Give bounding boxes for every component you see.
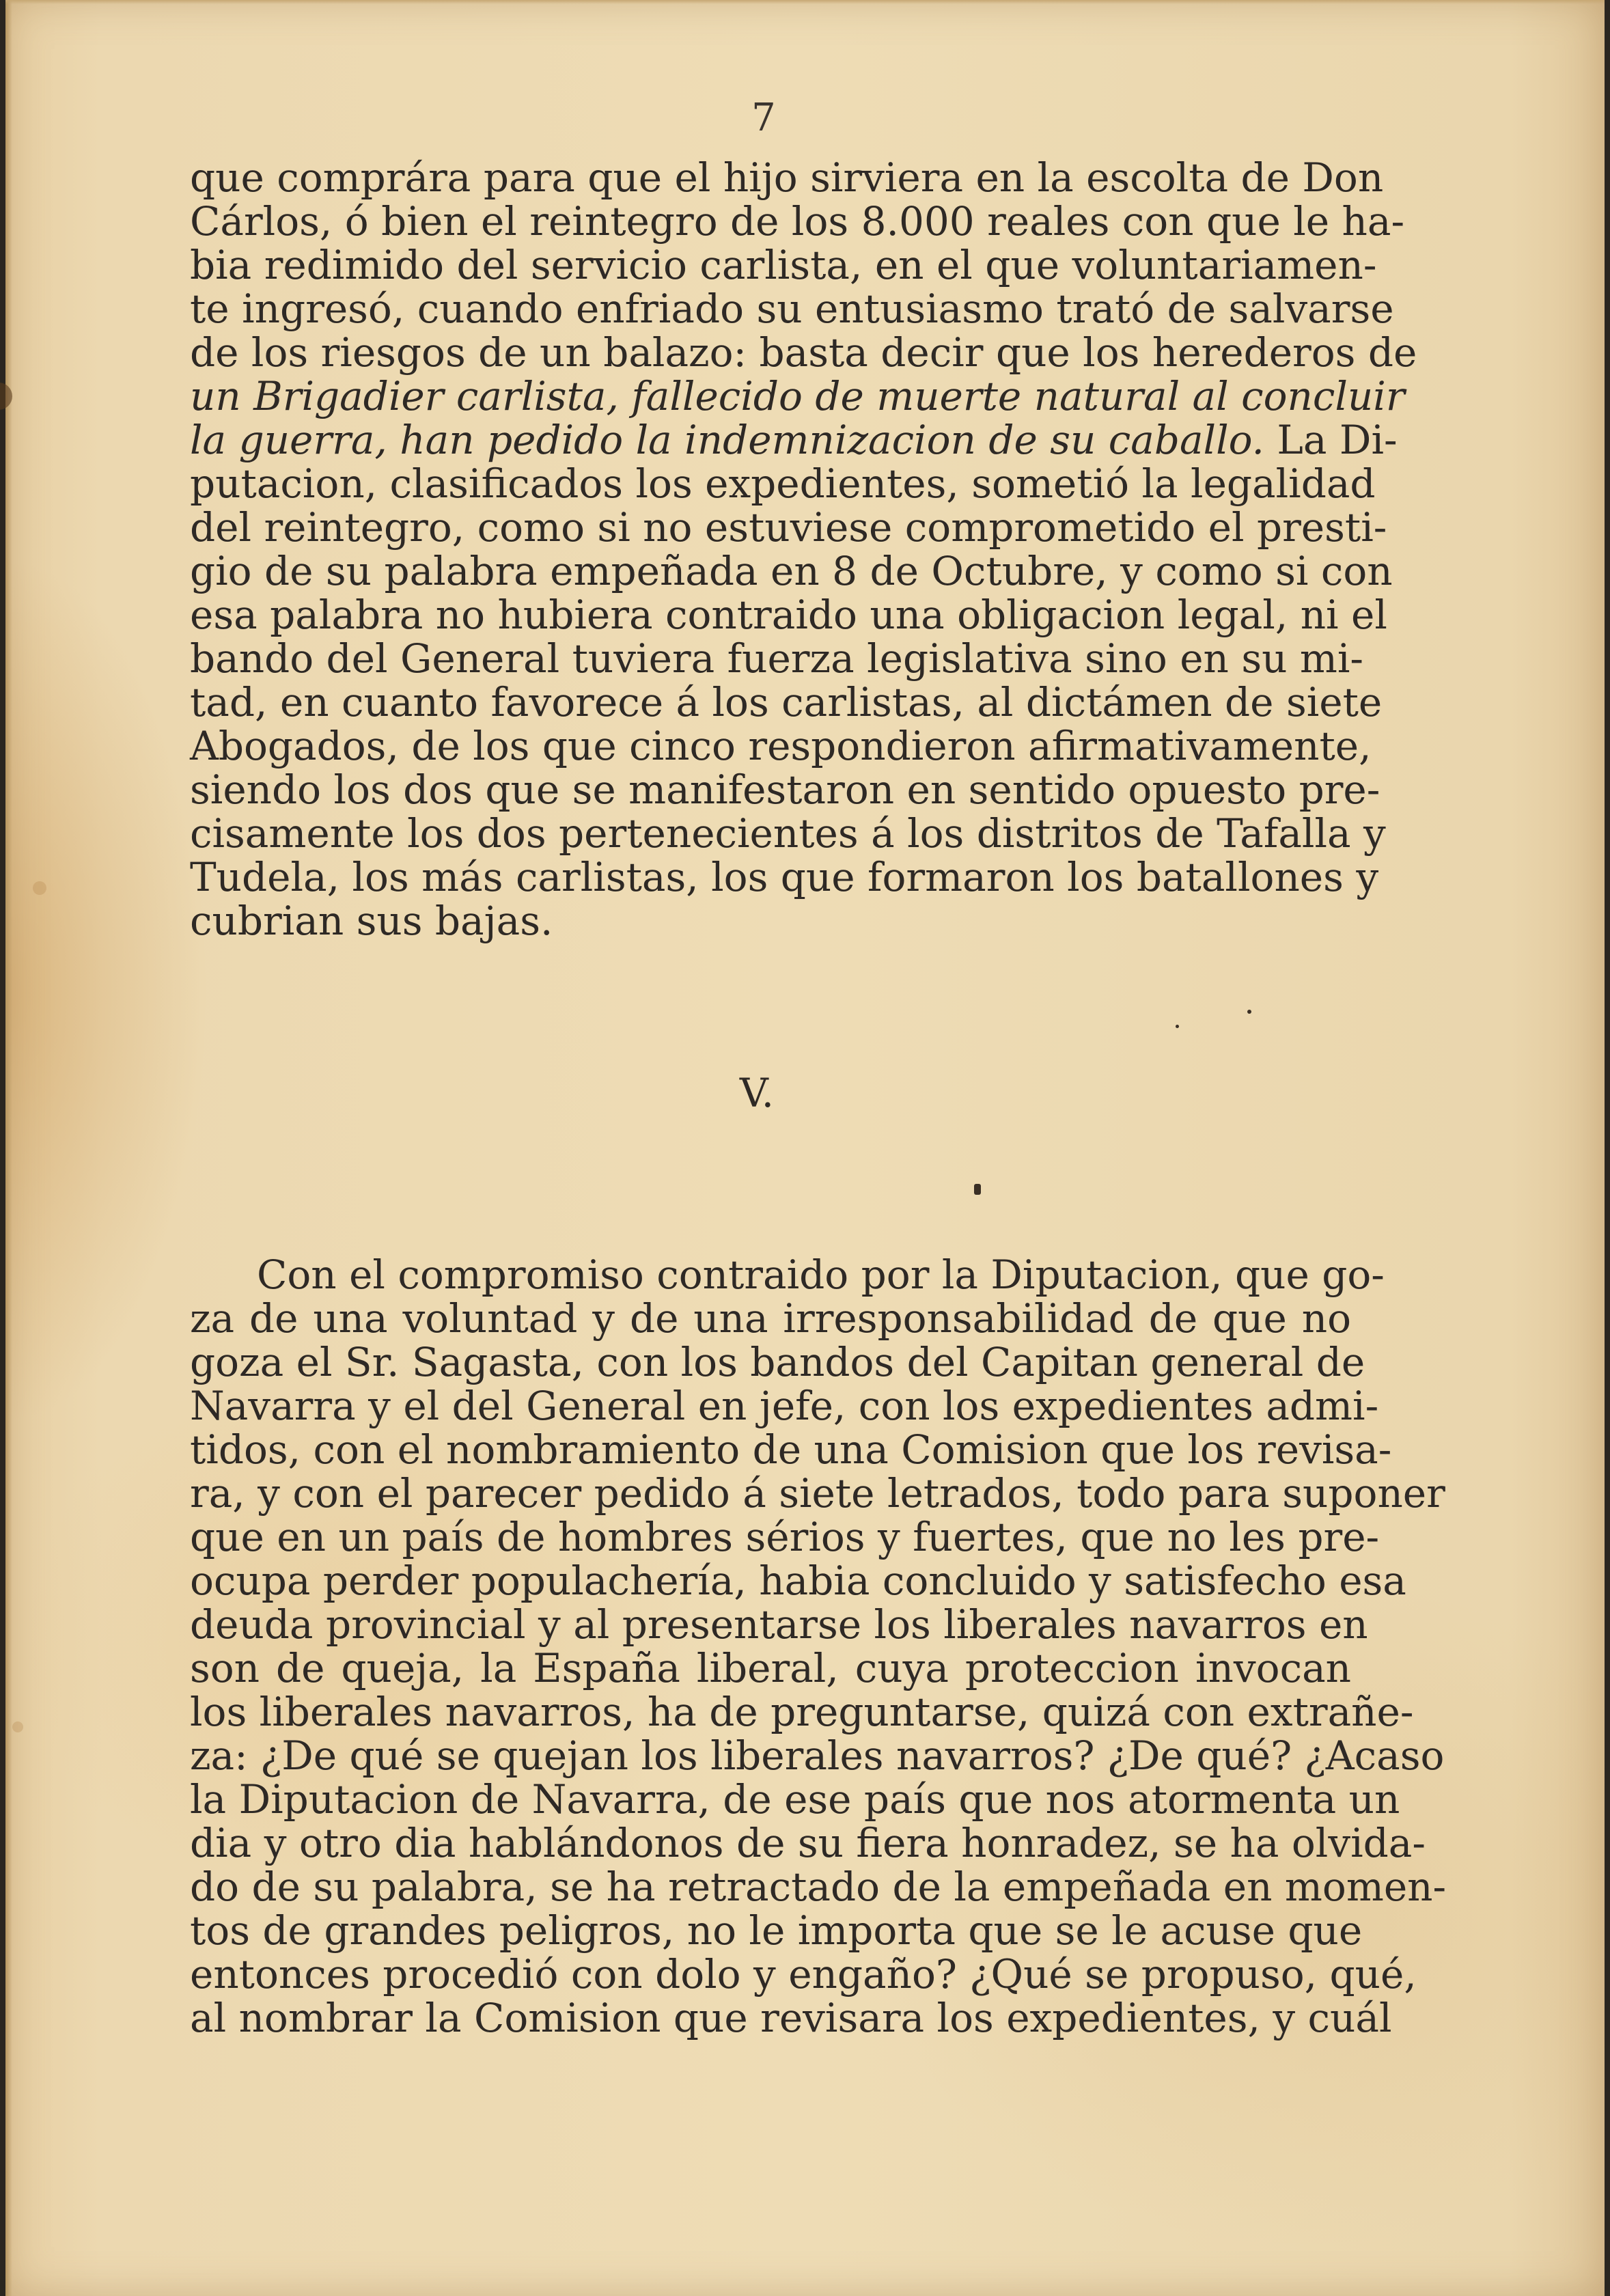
text-line: son de queja, la España liberal, cuya proteccion invocan (190, 1645, 1351, 1691)
text-line (190, 723, 1372, 769)
paragraph-2 (190, 1251, 1447, 2041)
page-edge-left (5, 0, 12, 2296)
text-segment: esa palabra no hubiera contraido una obligacion legal, ni el (190, 592, 1387, 638)
text-line: al nombrar la Comision que revisara los expedientes, y cuál (190, 1995, 1392, 2041)
text-line (190, 286, 1394, 332)
text-segment: del reintegro, como si no estuviese comprometido el presti- (190, 504, 1387, 551)
text-line (190, 504, 1387, 551)
text-segment: cubrian sus bajas. (190, 898, 553, 944)
text-line: tidos, con el nombramiento de una Comision que los revisa- (190, 1426, 1392, 1473)
text-line: ra, y con el parecer pedido á siete letrados, todo para suponer (190, 1470, 1445, 1517)
text-segment: La Di- (1264, 417, 1398, 463)
print-speck (1176, 1025, 1179, 1028)
text-segment: te ingresó, cuando enfriado su entusiasmo trató de salvarse (190, 286, 1394, 332)
text-segment: Abogados, de los que cinco respondieron afirmativamente, (190, 723, 1372, 769)
paper-stain (33, 881, 46, 895)
text-segment: de los riesgos de un balazo: basta decir que los herederos de (190, 329, 1417, 376)
page-number: 7 (751, 96, 776, 140)
text-line: que en un país de hombres sérios y fuertes, que no les pre- (190, 1514, 1380, 1560)
paragraph-1 (190, 154, 1417, 944)
text-line: ocupa perder populachería, habia concluido y satisfecho esa (190, 1558, 1406, 1604)
text-line (190, 592, 1387, 638)
text-line: deuda provincial y al presentarse los liberales navarros en (190, 1601, 1368, 1648)
text-line: entonces procedió con dolo y engaño? ¿Qué se propuso, qué, (190, 1951, 1417, 1997)
book-page (5, 0, 1605, 2296)
text-segment: cisamente los dos pertenecientes á los distritos de Tafalla y (190, 810, 1386, 857)
text-line: Con el compromiso contraido por la Diputacion, que go- (257, 1251, 1385, 1298)
text-line: za de una voluntad y de una irresponsabilidad de que no (190, 1295, 1351, 1342)
text-line (190, 154, 1384, 201)
text-segment: siendo los dos que se manifestaron en sentido opuesto pre- (190, 766, 1380, 813)
text-line (190, 460, 1376, 507)
text-line (190, 854, 1379, 900)
text-line (190, 417, 1398, 463)
text-line (190, 242, 1377, 288)
italic-text: la guerra, han pedido la indemnizacion de su caballo. (190, 417, 1264, 463)
text-line (190, 548, 1393, 594)
text-segment: Cárlos, ó bien el reintegro de los 8.000 reales con que le ha- (190, 198, 1405, 245)
print-speck (974, 1184, 981, 1195)
text-segment: tad, en cuanto favorece á los carlistas, al dictámen de siete (190, 679, 1383, 725)
text-line (190, 899, 1351, 943)
text-segment: gio de su palabra empeñada en 8 de Octubre, y como si con (190, 548, 1393, 594)
text-line: za: ¿De qué se quejan los liberales navarros? ¿De qué? ¿Acaso (190, 1732, 1445, 1779)
text-line: dia y otro dia hablándonos de su fiera honradez, se ha olvida- (190, 1820, 1426, 1866)
text-line (190, 329, 1417, 376)
text-line (190, 679, 1383, 725)
text-line (190, 766, 1380, 813)
page-edge-top (5, 0, 1605, 4)
text-segment: putacion, clasificados los expedientes, sometió la legalidad (190, 460, 1376, 507)
paper-stain (12, 1721, 23, 1732)
text-segment: que comprára para que el hijo sirviera en la escolta de Don (190, 154, 1384, 201)
section-heading: V. (739, 1070, 775, 1116)
text-line: tos de grandes peligros, no le importa que se le acuse que (190, 1907, 1363, 1954)
text-line (190, 810, 1386, 857)
text-line: la Diputacion de Navarra, de ese país que nos atormenta un (190, 1776, 1400, 1823)
text-line: goza el Sr. Sagasta, con los bandos del Capitan general de (190, 1339, 1365, 1385)
text-line (190, 198, 1405, 245)
text-segment: Tudela, los más carlistas, los que formaron los batallones y (190, 854, 1379, 900)
text-line: los liberales navarros, ha de preguntarse, quizá con extrañe- (190, 1689, 1414, 1735)
text-segment: bia redimido del servicio carlista, en el que voluntariamen- (190, 242, 1377, 288)
text-line: Navarra y el del General en jefe, con los expedientes admi- (190, 1383, 1379, 1429)
text-line (190, 373, 1405, 419)
text-line (190, 635, 1364, 682)
italic-text: un Brigadier carlista, fallecido de muerte natural al concluir (190, 373, 1405, 419)
text-segment: bando del General tuviera fuerza legislativa sino en su mi- (190, 635, 1364, 682)
print-speck (1247, 1010, 1251, 1014)
text-line: do de su palabra, se ha retractado de la empeñada en momen- (190, 1864, 1447, 1910)
